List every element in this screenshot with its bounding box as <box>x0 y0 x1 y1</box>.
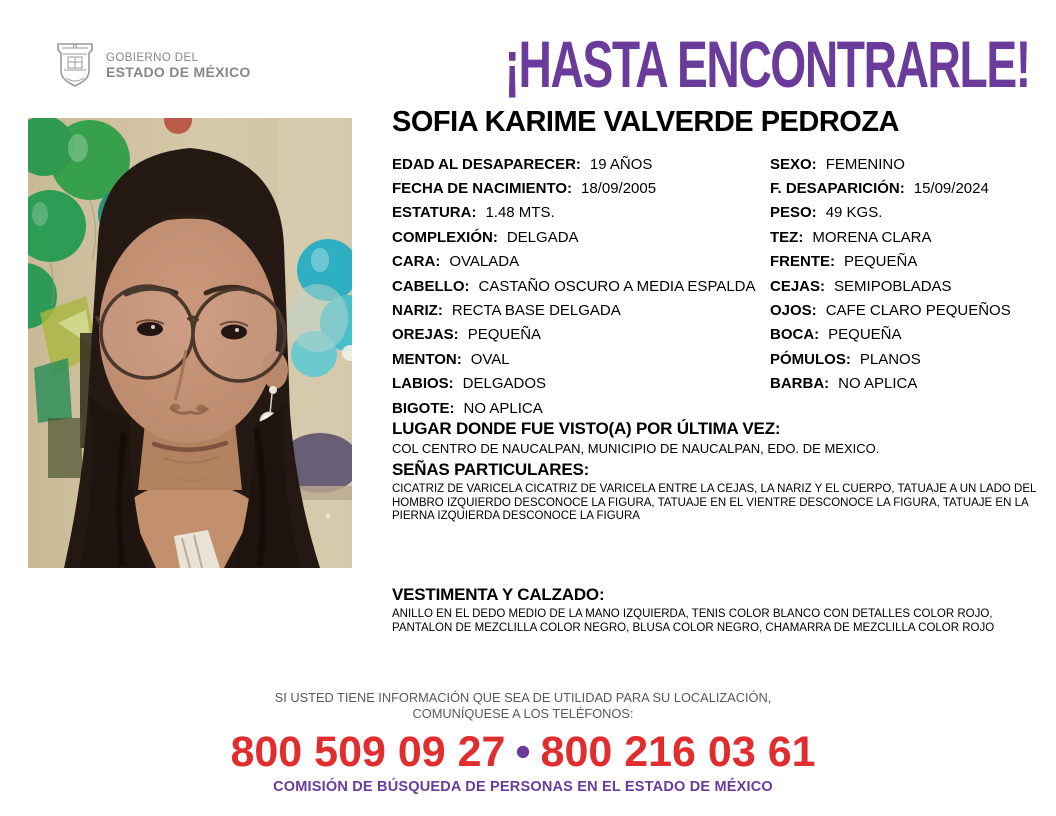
detail-row-pomulos <box>770 347 1040 371</box>
detail-label: OJOS: <box>770 302 817 320</box>
detail-value: FEMENINO <box>825 155 905 173</box>
detail-row-boca <box>770 323 1040 347</box>
detail-row-f-desaparicion <box>770 176 1040 200</box>
detail-row-orejas <box>392 323 770 347</box>
detail-label: MENTON: <box>392 350 462 368</box>
detail-row-estatura <box>392 201 770 225</box>
phone-number-2: 800 216 03 61 <box>540 728 816 776</box>
headline-title: ¡HASTA ENCONTRARLE! <box>504 27 1030 101</box>
detail-row-cabello <box>392 274 770 298</box>
detail-columns <box>392 152 1040 420</box>
detail-label: SEXO: <box>770 155 817 173</box>
detail-value: 49 KGS. <box>825 204 883 222</box>
detail-row-peso <box>770 201 1040 225</box>
detail-label: LABIOS: <box>392 375 454 393</box>
detail-value: NO APLICA <box>838 375 918 393</box>
detail-row-edad <box>392 152 770 176</box>
detail-row-ojos <box>770 298 1040 322</box>
phone-number-1: 800 509 09 27 <box>230 728 506 776</box>
detail-row-cara <box>392 250 770 274</box>
missing-person-photo <box>28 118 352 568</box>
detail-value: PEQUEÑA <box>467 326 542 344</box>
estado-de-mexico-crest-icon <box>52 40 98 93</box>
logo-line2: ESTADO DE MÉXICO <box>106 64 251 81</box>
footer-info-line1: SI USTED TIENE INFORMACIÓN QUE SEA DE UTILIDAD PARA SU LOCALIZACIÓN, <box>274 690 772 705</box>
detail-label: CARA: <box>392 253 441 271</box>
detail-row-bigote <box>392 396 770 420</box>
detail-row-labios <box>392 372 770 396</box>
phone-separator-dot: • <box>515 728 531 776</box>
detail-label: CEJAS: <box>770 277 826 295</box>
detail-value: DELGADA <box>506 228 579 246</box>
section-body: COL CENTRO DE NAUCALPAN, MUNICIPIO DE NAUCALPAN, EDO. DE MEXICO. <box>392 441 880 456</box>
detail-value: 19 AÑOS <box>589 155 653 173</box>
detail-value: PEQUEÑA <box>828 326 902 344</box>
logo-line1: GOBIERNO DEL <box>106 52 199 65</box>
detail-value: CASTAÑO OSCURO A MEDIA ESPALDA <box>478 277 756 295</box>
section-body: CICATRIZ DE VARICELA CICATRIZ DE VARICELA ENTRE LA CEJAS, LA NARIZ Y EL CUERPO, TATUAJE A UN LADO DEL HOMBRO IZQUIERDO DESCONOCE LA FIGURA, TATUAJE EN EL VIENTRE DESCONOCE LA FIGURA, TATUAJE EN LA PIERNA IZQUIERDA DESCONOCE LA FIGURA <box>392 483 1036 522</box>
detail-value: PEQUEÑA <box>844 253 918 271</box>
detail-value: 1.48 MTS. <box>485 204 555 222</box>
detail-value: DELGADOS <box>462 375 547 393</box>
detail-value: MORENA CLARA <box>812 228 932 246</box>
section-heading: LUGAR DONDE FUE VISTO(A) POR ÚLTIMA VEZ: <box>392 419 781 438</box>
detail-row-barba <box>770 372 1040 396</box>
detail-label: CABELLO: <box>392 277 470 295</box>
detail-row-tez <box>770 225 1040 249</box>
detail-label: F. DESAPARICIÓN: <box>770 180 905 198</box>
section-heading: VESTIMENTA Y CALZADO: <box>392 585 605 604</box>
detail-label: FRENTE: <box>770 253 835 271</box>
detail-label: FECHA DE NACIMIENTO: <box>392 180 572 198</box>
detail-value: 18/09/2005 <box>581 180 657 198</box>
detail-label: PÓMULOS: <box>770 350 851 368</box>
detail-label: OREJAS: <box>392 326 459 344</box>
detail-label: BARBA: <box>770 375 830 393</box>
logo-text <box>106 52 251 80</box>
government-logo <box>52 40 251 93</box>
detail-value: 15/09/2024 <box>913 180 989 198</box>
detail-row-cejas <box>770 274 1040 298</box>
detail-value: OVAL <box>470 350 510 368</box>
detail-row-menton <box>392 347 770 371</box>
search-commission-label: COMISIÓN DE BÚSQUEDA DE PERSONAS EN EL ESTADO DE MÉXICO <box>273 779 773 795</box>
detail-value: NO APLICA <box>463 399 543 417</box>
person-name: SOFIA KARIME VALVERDE PEDROZA <box>392 106 899 138</box>
footer <box>0 690 1046 795</box>
section-last-seen <box>392 419 1040 456</box>
phone-numbers <box>0 728 1046 777</box>
detail-row-frente <box>770 250 1040 274</box>
detail-value: SEMIPOBLADAS <box>834 277 952 295</box>
detail-label: NARIZ: <box>392 302 443 320</box>
detail-label: BIGOTE: <box>392 399 455 417</box>
section-heading: SEÑAS PARTICULARES: <box>392 460 590 479</box>
headline-wrap <box>392 26 1030 102</box>
photo-illustration <box>28 118 352 568</box>
detail-column-left <box>392 152 770 420</box>
detail-row-nacimiento <box>392 176 770 200</box>
detail-value: PLANOS <box>859 350 921 368</box>
footer-info-line2: COMUNÍQUESE A LOS TELÉFONOS: <box>412 706 634 721</box>
detail-row-complexion <box>392 225 770 249</box>
detail-value: CAFE CLARO PEQUEÑOS <box>825 302 1011 320</box>
section-distinguishing-marks <box>392 460 1040 524</box>
detail-row-sexo <box>770 152 1040 176</box>
detail-value: OVALADA <box>449 253 520 271</box>
detail-label: COMPLEXIÓN: <box>392 228 498 246</box>
detail-value: RECTA BASE DELGADA <box>451 302 621 320</box>
detail-column-right <box>770 152 1040 420</box>
detail-label: EDAD AL DESAPARECER: <box>392 155 581 173</box>
detail-label: PESO: <box>770 204 817 222</box>
detail-label: ESTATURA: <box>392 204 477 222</box>
detail-row-nariz <box>392 298 770 322</box>
section-body: ANILLO EN EL DEDO MEDIO DE LA MANO IZQUIERDA, TENIS COLOR BLANCO CON DETALLES COLOR ROJO, PANTALON DE MEZCLILLA COLOR NEGRO, BLUSA COLOR NEGRO, CHAMARRA DE MEZCLILLA COLOR ROJO <box>392 608 995 634</box>
detail-label: BOCA: <box>770 326 820 344</box>
detail-label: TEZ: <box>770 228 804 246</box>
section-clothing <box>392 585 1040 635</box>
